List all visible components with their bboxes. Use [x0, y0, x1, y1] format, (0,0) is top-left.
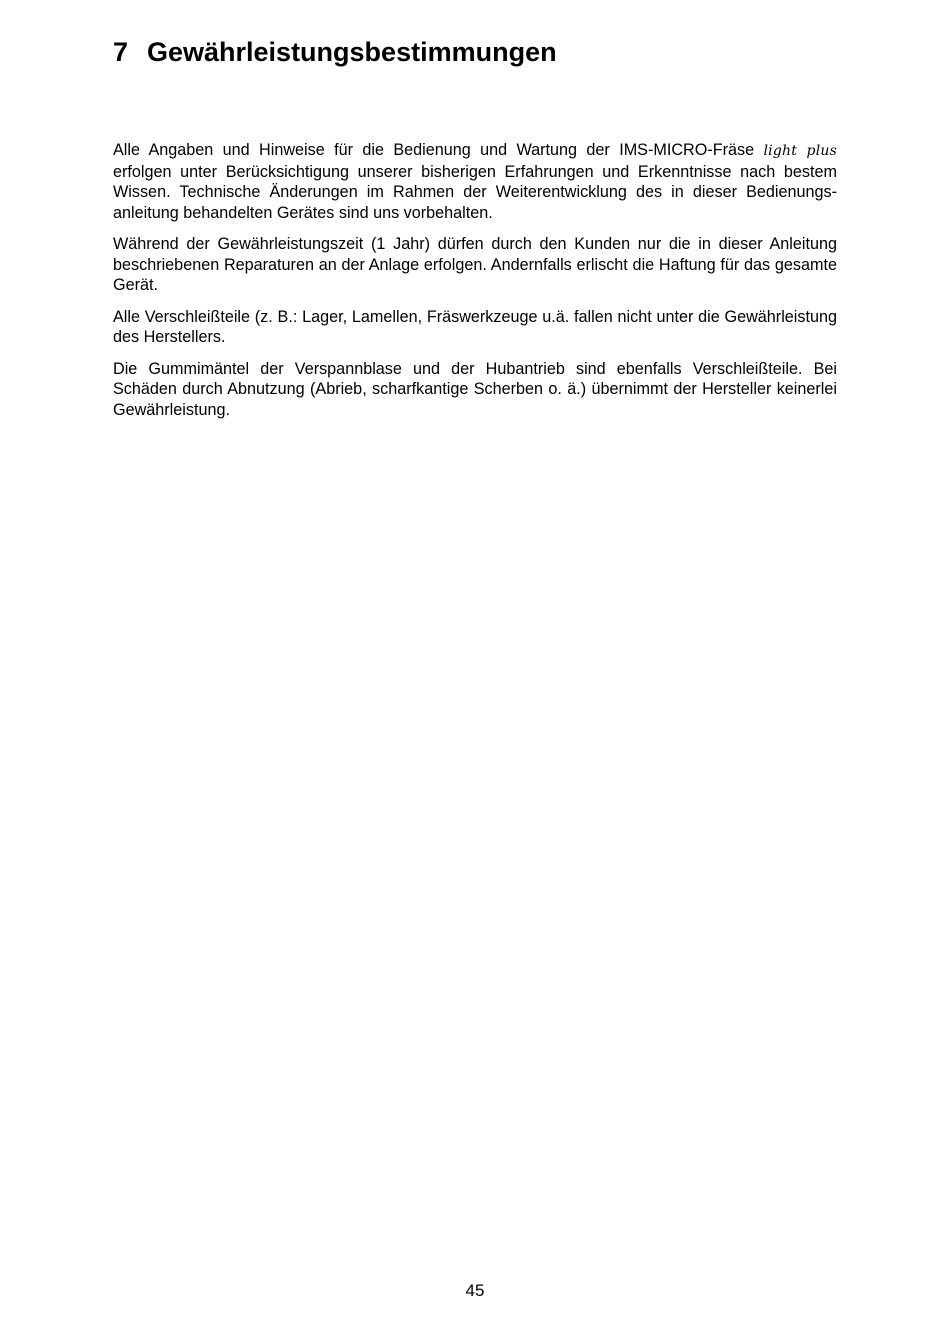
- paragraph-1-intro: Alle Angaben und Hinweise für die Bedienung und Wartung der IMS-MICRO-Fräse: [113, 141, 755, 159]
- product-variant-name: light plus: [763, 143, 837, 159]
- body-text: [113, 140, 837, 431]
- paragraph-4: Die Gummimäntel der Verspannblase und der Hubantrieb sind ebenfalls Verschleißteile. Bei Schäden durch Abnutzung (Abrieb, scharfkantige Scherben o. ä.) übernimmt der Hersteller keinerlei Gewährleistung.: [113, 359, 837, 419]
- page-title: [113, 34, 557, 70]
- section-title: Gewährleistungsbestimmungen: [147, 37, 557, 67]
- page-number: 45: [465, 1281, 485, 1300]
- paragraph-3: Alle Verschleißteile (z. B.: Lager, Lamellen, Fräswerkzeuge u.ä. fallen nicht unter die Gewährleistung des Herstellers.: [113, 307, 837, 346]
- paragraph-1-rest: erfolgen unter Berücksichtigung unserer bisherigen Erfahrungen und Erkenntnisse nach bestem Wissen. Technische Änderungen im Rahmen der Weiterentwicklung des in dieser Bedienungs-anleitung behandelten Gerätes sind uns vorbehalten.: [113, 162, 837, 222]
- paragraph-2: Während der Gewährleistungszeit (1 Jahr) dürfen durch den Kunden nur die in dieser Anleitung beschriebenen Reparaturen an der Anlage erfolgen. Andernfalls erlischt die Haftung für das gesamte Gerät.: [113, 235, 837, 294]
- section-number: 7: [113, 37, 129, 67]
- paragraph-1: [113, 140, 837, 223]
